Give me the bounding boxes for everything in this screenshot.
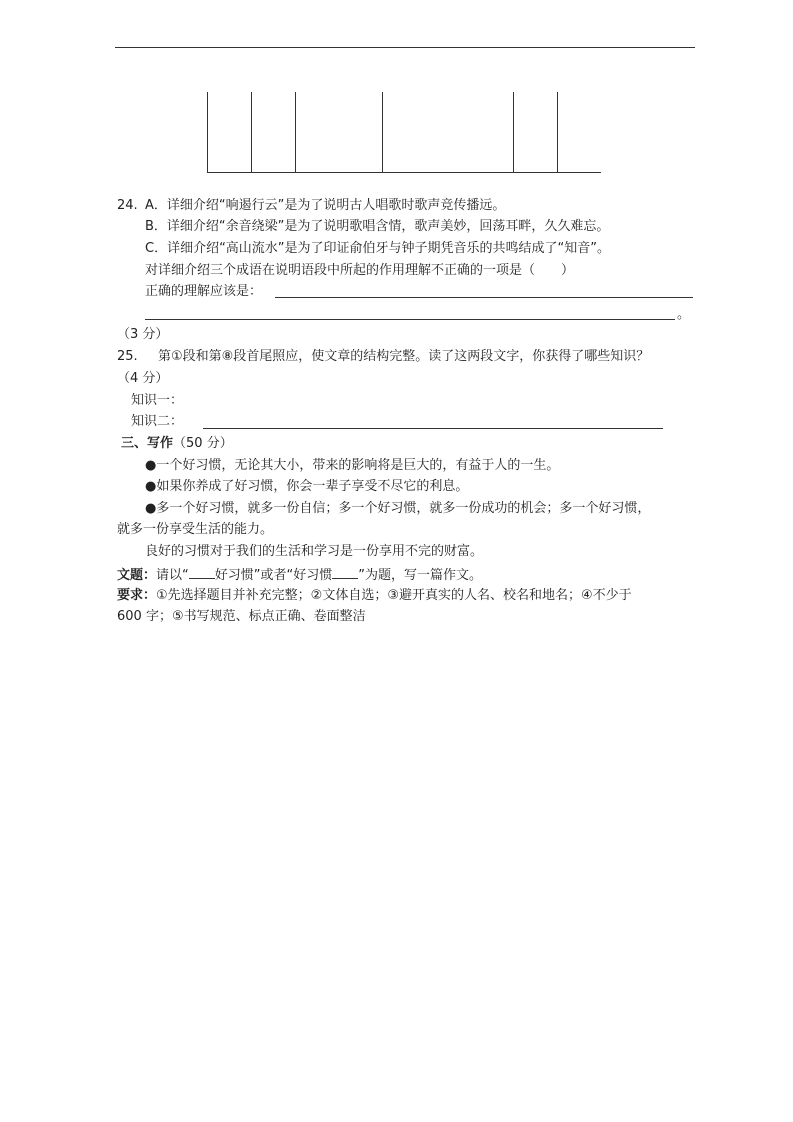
writing-bullet-3-line-1: ●多一个好习惯，就多一份自信；多一个好习惯，就多一份成功的机会；多一个好习惯， [145, 501, 651, 516]
q25-question: 第①段和第⑧段首尾照应，使文章的结构完整。读了这两段文字，你获得了哪些知识？ [158, 349, 650, 364]
writing-heading-score: （50 分） [173, 436, 233, 451]
writing-req-text-1: ①先选择题目并补充完整；②文体自选；③避开真实的人名、校名和地名；④不少于 [156, 588, 632, 603]
table-col-line [207, 92, 208, 172]
writing-closing: 良好的习惯对于我们的生活和学习是一份享用不完的财富。 [145, 544, 484, 559]
q24-answer-line-1[interactable] [275, 297, 693, 298]
q24-option-c: C．详细介绍“高山流水”是为了印证俞伯牙与钟子期凭音乐的共鸣结成了“知音”。 [145, 241, 611, 256]
q24-option-b: B．详细介绍“余音绕梁”是为了说明歌唱含情，歌声美妙，回荡耳畔，久久难忘。 [145, 219, 610, 234]
writing-bullet-2: ●如果你养成了好习惯，你会一辈子享受不尽它的利息。 [145, 479, 469, 494]
q25-score: （4 分） [117, 371, 169, 386]
q25-answer-line[interactable] [203, 428, 663, 429]
q25-knowledge-2: 知识二： [131, 414, 184, 429]
q24-answer-label: 正确的理解应该是： [145, 284, 263, 299]
title-blank-2[interactable] [332, 565, 358, 579]
writing-title-label: 文题： [117, 568, 157, 583]
q24-option-a: A．详细介绍“响遏行云”是为了说明古人唱歌时歌声竞传播远。 [145, 198, 506, 213]
writing-requirements-line-1 [117, 587, 632, 605]
writing-title-text-a: 请以“ [156, 568, 189, 583]
q24-number: 24. [117, 198, 138, 213]
writing-req-label: 要求： [117, 588, 157, 603]
table-col-line [295, 92, 296, 172]
q25-knowledge-1: 知识一： [131, 393, 184, 408]
q24-prompt: 对详细介绍三个成语在说明语段中所起的作用理解不正确的一项是（ ） [145, 263, 575, 278]
q25-number: 25. [117, 349, 138, 364]
writing-bullet-3-line-2: 就多一份享受生活的能力。 [117, 522, 274, 537]
header-rule [115, 47, 695, 48]
q24-period: 。 [677, 307, 691, 322]
title-blank-1[interactable] [189, 565, 215, 579]
table-col-line [557, 92, 558, 172]
writing-heading-title: 写作 [147, 436, 174, 451]
writing-requirements-line-2: 600 字；⑤书写规范、标点正确、卷面整洁 [117, 609, 366, 624]
table-col-line [382, 92, 383, 172]
writing-title-line [117, 565, 482, 585]
table-col-line [251, 92, 252, 172]
q24-score: （3 分） [117, 327, 169, 342]
writing-title-text-c: ”为题，写一篇作文。 [358, 568, 482, 583]
writing-heading [121, 435, 233, 453]
table-col-line [513, 92, 514, 172]
q24-answer-line-2[interactable] [145, 319, 675, 320]
table-bottom-line [207, 172, 601, 173]
writing-bullet-1: ●一个好习惯，无论其大小，带来的影响将是巨大的，有益于人的一生。 [145, 458, 560, 473]
writing-title-text-b: 好习惯”或者“好习惯 [214, 568, 333, 583]
writing-heading-prefix: 三、 [121, 436, 148, 451]
